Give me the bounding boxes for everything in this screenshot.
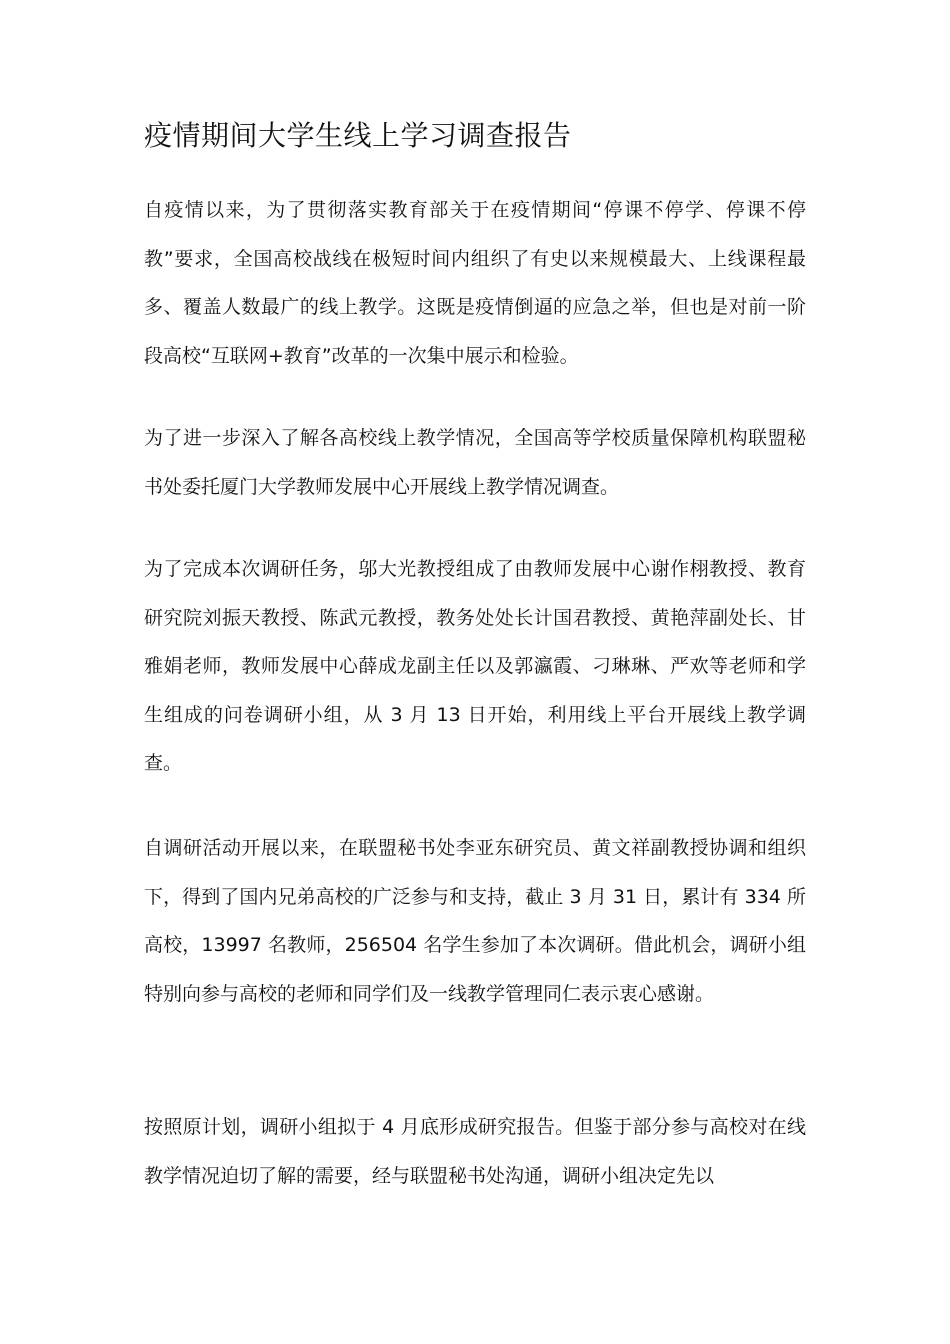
- document-title: 疫情期间大学生线上学习调查报告: [144, 119, 572, 152]
- paragraph-4: 自调研活动开展以来，在联盟秘书处李亚东研究员、黄文祥副教授协调和组织下，得到了国内兄弟高校的广泛参与和支持，截止 3 月 31 日，累计有 334 所高校，13997 名教师，256504 名学生参加了本次调研。借此机会，调研小组特别向参与高校的老师和同学们及一线教学管理同仁表示衷心感谢。: [144, 837, 806, 1005]
- paragraph-5: 按照原计划，调研小组拟于 4 月底形成研究报告。但鉴于部分参与高校对在线教学情况迫切了解的需要，经与联盟秘书处沟通，调研小组决定先以: [144, 1116, 806, 1187]
- paragraph-1: 自疫情以来，为了贯彻落实教育部关于在疫情期间“停课不停学、停课不停教”要求，全国高校战线在极短时间内组织了有史以来规模最大、上线课程最多、覆盖人数最广的线上教学。这既是疫情倒逼的应急之举，但也是对前一阶段高校“互联网+教育”改革的一次集中展示和检验。: [144, 199, 806, 367]
- paragraph-2: 为了进一步深入了解各高校线上教学情况，全国高等学校质量保障机构联盟秘书处委托厦门大学教师发展中心开展线上教学情况调查。: [144, 427, 806, 498]
- paragraph-3: 为了完成本次调研任务，邬大光教授组成了由教师发展中心谢作栩教授、教育研究院刘振天教授、陈武元教授，教务处处长计国君教授、黄艳萍副处长、甘雅娟老师，教师发展中心薛成龙副主任以及郭瀛霞、刁琳琳、严欢等老师和学生组成的问卷调研小组，从 3 月 13 日开始，利用线上平台开展线上教学调查。: [144, 558, 806, 774]
